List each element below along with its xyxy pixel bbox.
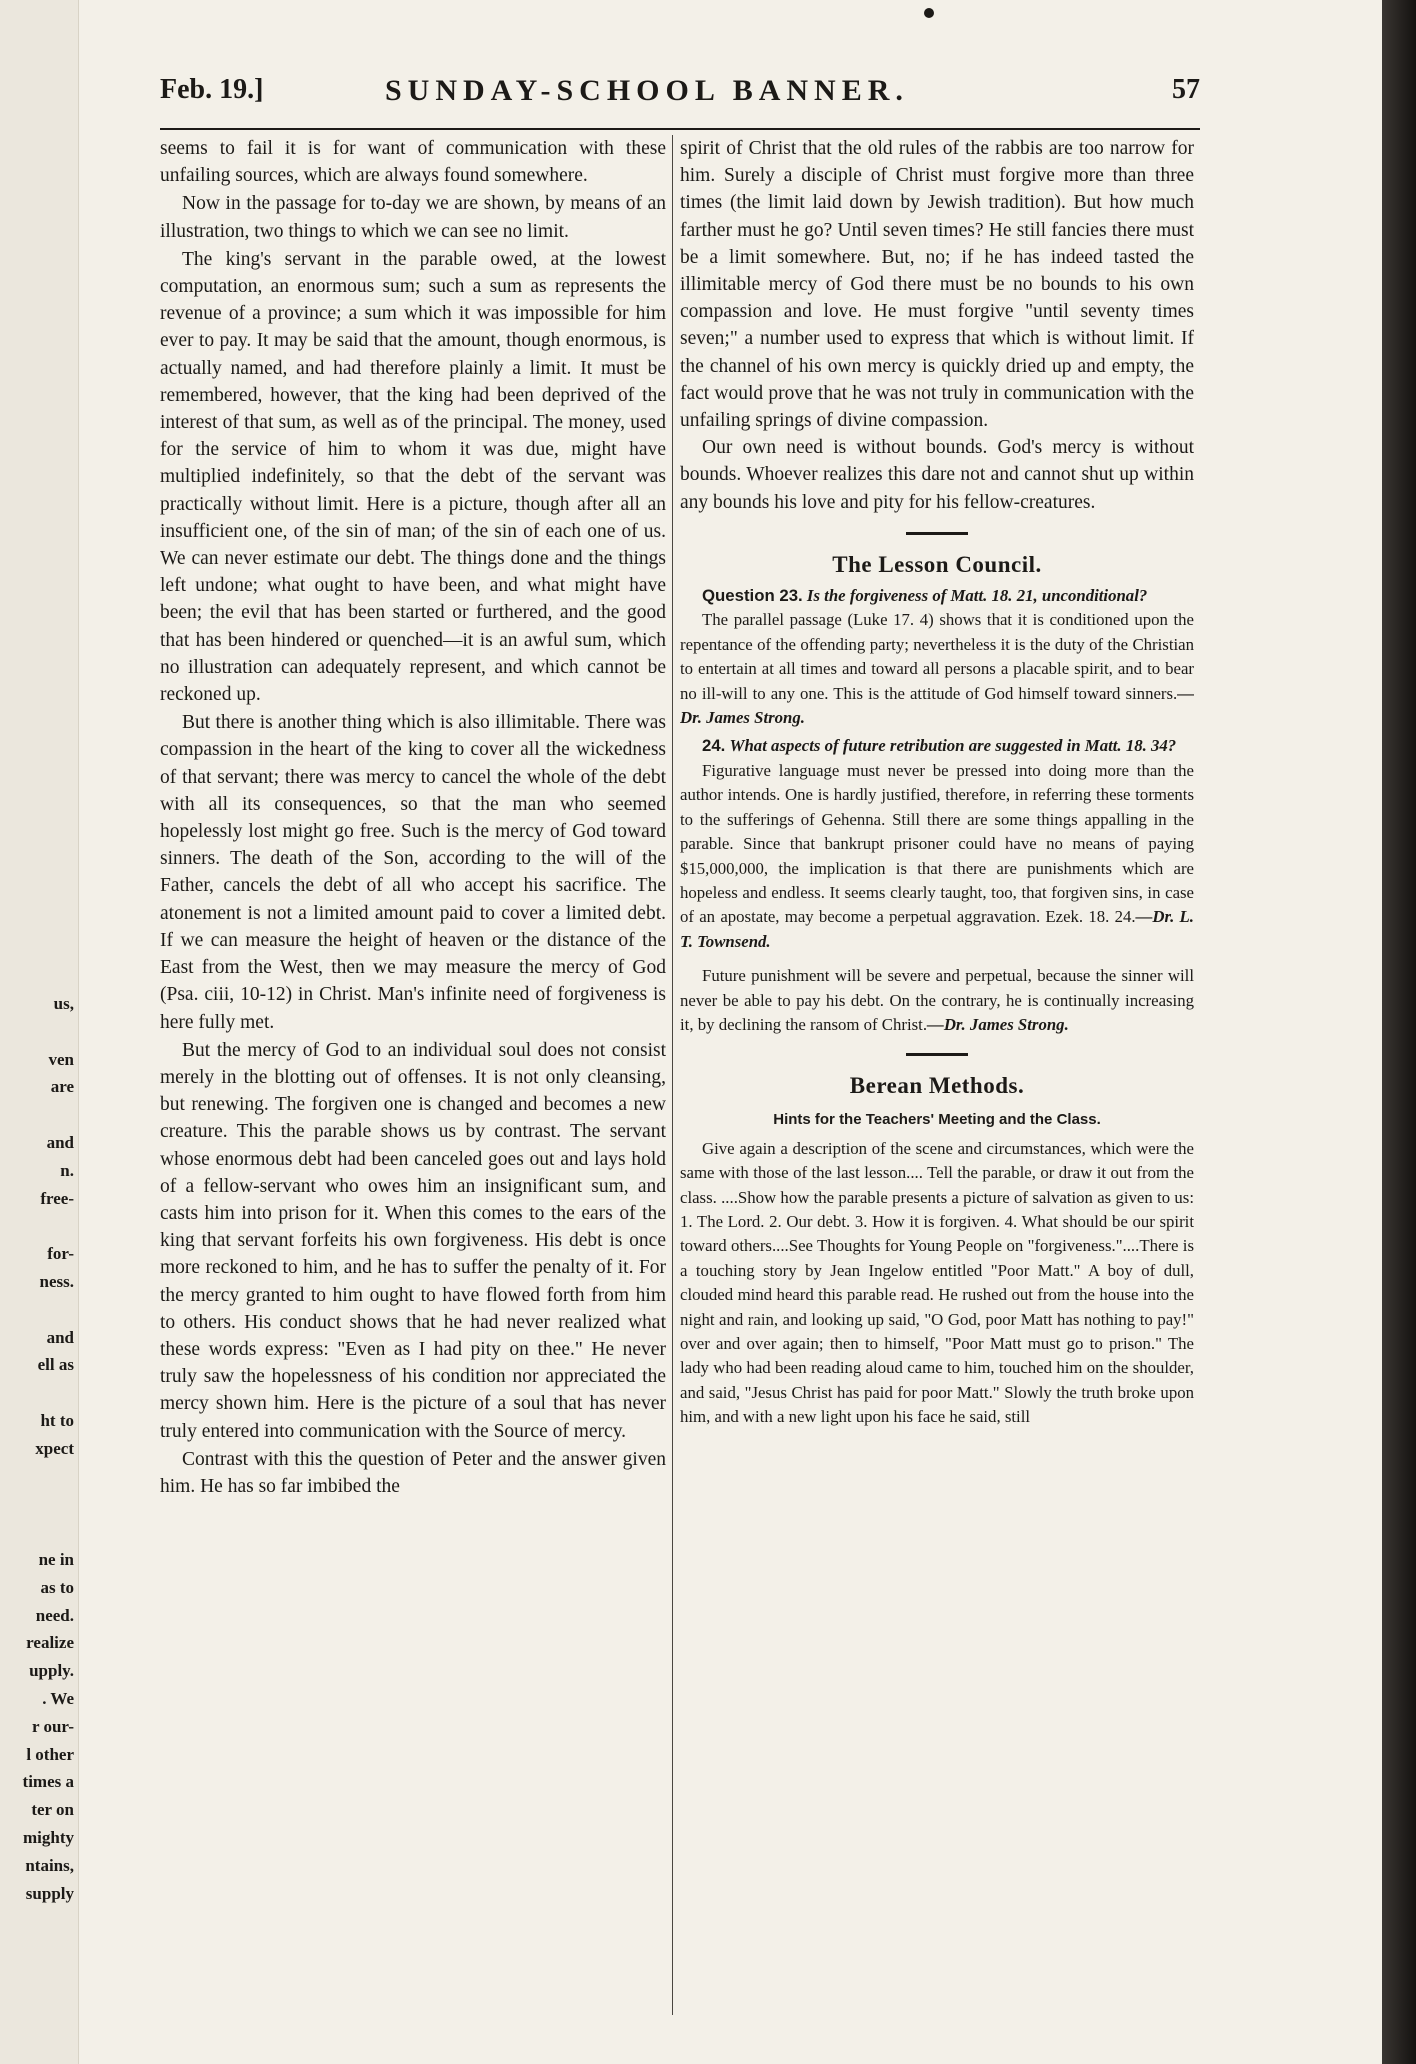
berean-methods-body <box>680 1137 1194 1430</box>
adjacent-text-fragment: and <box>46 1132 74 1152</box>
paragraph: Now in the passage for to-day we are shown, by means of an illustration, two things to which we can see no limit. <box>160 193 666 242</box>
adjacent-text-fragment: l other <box>26 1744 74 1764</box>
attribution: —Dr. James Strong. <box>680 683 1194 728</box>
berean-methods-heading: Berean Methods. <box>849 1073 1025 1099</box>
berean-methods-subheading: Hints for the Teachers' Meeting and the Class. <box>773 1110 1101 1128</box>
adjacent-text-fragment <box>0 1379 74 1407</box>
adjacent-text-fragment <box>0 1490 74 1518</box>
answer-text: Future punishment will be severe and perpetual, because the sinner will never be able to pay his debt. On the contrary, he is continually increasing it, by declining the ransom of Christ. <box>680 966 1194 1034</box>
header-title: SUNDAY-SCHOOL BANNER. <box>385 74 909 107</box>
paragraph: spirit of Christ that the old rules of the rabbis are too narrow for him. Surely a disciple of Christ must forgive more than three times (the limit laid down by Jewish tradition). But how much farther must he go? Until seven times? He still fancies there must be a limit somewhere. But, no; if he has indeed tasted the illimitable mercy of God there must be no bounds to his own compassion and love. He must forgive "until seventy times seven;" a number used to express that which is without limit. If the channel of his own mercy is quickly dried up and empty, the fact would prove that he was not truly in communication with the unfailing springs of divine compassion. <box>680 138 1194 432</box>
adjacent-text-fragment <box>0 1018 74 1046</box>
paragraph: Give again a description of the scene and circumstances, which were the same with those of the last lesson.... Tell the parable, or draw it out from the class. ....Show how the parable presents a picture of salvation as given to us: 1. The Lord. 2. Our debt. 3. How it is forgiven. 4. What should be our spirit toward others....See Thoughts for Young People on "forgiveness."....There is a touching story by Jean Ingelow entitled "Poor Matt." A boy of dull, clouded mind heard this parable read. He rushed out from the house into the night and rain, and looking up said, "O God, poor Matt has nothing to pay!" over and over again; then to himself, "Poor Matt must go to prison." The lady who had been reading aloud came to him, touched him on the shoulder, and said, "Jesus Christ has paid for poor Matt." Slowly the truth broke upon him, and with a new light upon his face he said, still <box>680 1138 1194 1427</box>
header-rule <box>160 128 1200 130</box>
paragraph: But there is another thing which is also illimitable. There was compassion in the heart of the king to cover all the wickedness of that servant; there was mercy to cancel the whole of the debt with all its consequences, so that the man who seemed hopelessly lost might go free. Such is the mercy of God toward sinners. The death of the Son, according to the will of the Father, cancels the debt of all who accept his sacrifice. The atonement is not a limited amount paid to cover a limited debt. If we can measure the height of heaven or the distance of the East from the West, then we may measure the mercy of God (Psa. ciii, 10-12) in Christ. Man's infinite need of forgiveness is here fully met. <box>160 712 666 1033</box>
adjacent-text-fragment: ness. <box>39 1271 74 1291</box>
answer-text: Figurative language must never be pressed into doing more than the author intends. One is hardly justified, therefore, in referring these torments to the sufferings of Gehenna. Still there are some things appalling in the parable. Since that bankrupt prisoner could have no means of paying $15,000,000, the implication is that there are punishments which are hopeless and endless. It seems clearly taught, too, that forgiven sins, in case of an apostate, may become a perpetual aggravation. Ezek. 18. 24. <box>680 760 1194 927</box>
paragraph: Our own need is without bounds. God's mercy is without bounds. Whoever realizes this dare not and cannot shut up within any bounds his love and pity for his fellow-creatures. <box>680 437 1194 513</box>
answer <box>680 608 1194 730</box>
book-binding-edge <box>1382 0 1416 2064</box>
adjacent-text-fragment: as to <box>40 1577 74 1597</box>
adjacent-text-fragment: supply <box>25 1883 74 1903</box>
page-header <box>160 74 1200 120</box>
answer <box>680 964 1194 1037</box>
attribution: —Dr. L. T. Townsend. <box>680 907 1194 951</box>
paragraph: Contrast with this the question of Peter and the answer given him. He has so far imbibed the <box>160 1448 666 1497</box>
section-divider <box>906 1053 968 1056</box>
question-label: 24. <box>702 736 726 756</box>
adjacent-text-fragment <box>0 1212 74 1240</box>
adjacent-text-fragment <box>0 1101 74 1129</box>
adjacent-text-fragment: mighty <box>23 1827 74 1847</box>
adjacent-text-fragment <box>0 1296 74 1324</box>
paragraph: The king's servant in the parable owed, at the lowest computation, an enormous sum; such a sum as represents the revenue of a province; a sum which it was impossible for him ever to pay. It may be said that the amount, though enormous, is actually named, and had therefore plainly a limit. It must be remembered, however, that the king had been deprived of the interest of that sum, as well as of the principal. The money, used for the service of him to whom it was due, might have multiplied indefinitely, so that the debt of the servant was practically without limit. Here is a picture, though after all an insufficient one, of the sin of man; of the sin of each one of us. We can never estimate our debt. The things done and the things left undone; what ought to have been, and what might have been; the evil that has been started or furthered, and the good that has been hindered or quenched—it is an awful sum, which no illustration can adequately represent, and which cannot be reckoned up. <box>160 248 666 706</box>
adjacent-text-fragment: and <box>46 1327 74 1347</box>
header-date: Feb. 19.] <box>160 74 264 105</box>
adjacent-text-fragment: n. <box>60 1160 74 1180</box>
adjacent-text-fragment: ht to <box>40 1410 74 1430</box>
question-23 <box>680 584 1194 608</box>
adjacent-text-fragment: ter on <box>31 1800 74 1820</box>
section-divider <box>906 532 968 535</box>
adjacent-text-fragment: upply. <box>29 1661 74 1681</box>
answer <box>680 759 1194 954</box>
column-divider <box>672 135 673 2015</box>
paragraph: But the mercy of God to an individual soul does not consist merely in the blotting out of offenses. It is not only cleansing, but renewing. The forgiven one is changed and becomes a new creature. This the parable shows us by contrast. The servant whose enormous debt had been canceled goes out and lays hold of a fellow-servant who owes him an insignificant sum, and casts him into prison for it. When this comes to the ears of the king that servant forfeits his own forgiveness. His debt is once more reckoned to him, and he has to suffer the penalty of it. For the mercy granted to him ought to have flowed forth from him to others. His conduct shows that he had never realized what these words express: "Even as I had pity on thee." He never truly saw the hopelessness of his condition nor appreciated the mercy shown him. Here is the picture of a soul that has never truly entered into communication with the Source of mercy. <box>160 1039 666 1442</box>
question-label: Question 23. <box>702 586 803 606</box>
left-column <box>160 135 666 2015</box>
lesson-council-heading: The Lesson Council. <box>832 551 1042 577</box>
adjacent-page-text <box>0 990 74 1907</box>
adjacent-text-fragment: . We <box>42 1688 74 1708</box>
question-text: What aspects of future retribution are suggested in Matt. 18. 34? <box>729 736 1177 756</box>
adjacent-text-fragment: ell as <box>37 1355 74 1375</box>
answer-text: The parallel passage (Luke 17. 4) shows that it is conditioned upon the repentance of the offending party; nevertheless it is the duty of the Christian to entertain at all times and toward all persons a placable spirit, and to bear no ill-will to any one. This is the attitude of God himself toward sinners. <box>680 610 1194 703</box>
right-column <box>680 135 1194 2015</box>
adjacent-text-fragment: ntains, <box>25 1855 74 1875</box>
adjacent-text-fragment: times a <box>22 1772 74 1792</box>
adjacent-text-fragment: xpect <box>35 1438 74 1458</box>
adjacent-text-fragment: us, <box>53 994 74 1013</box>
page-number: 57 <box>1172 74 1200 105</box>
adjacent-text-fragment <box>0 1518 74 1546</box>
paragraph: seems to fail it is for want of communication with these unfailing sources, which are always found somewhere. <box>160 138 666 187</box>
question-24 <box>680 734 1194 758</box>
adjacent-text-fragment: free- <box>40 1188 74 1208</box>
adjacent-text-fragment: are <box>50 1077 74 1097</box>
adjacent-text-fragment: realize <box>26 1633 74 1653</box>
adjacent-text-fragment: need. <box>35 1605 74 1625</box>
lesson-council-body <box>680 584 1194 1037</box>
ink-dot <box>924 8 934 18</box>
attribution: —Dr. James Strong. <box>927 1014 1069 1034</box>
adjacent-text-fragment: r our- <box>31 1716 74 1736</box>
adjacent-text-fragment: ven <box>48 1049 74 1069</box>
question-text: Is the forgiveness of Matt. 18. 21, unconditional? <box>806 586 1148 606</box>
adjacent-text-fragment <box>0 1463 74 1491</box>
adjacent-text-fragment: ne in <box>38 1549 74 1569</box>
adjacent-text-fragment: for- <box>47 1244 74 1264</box>
